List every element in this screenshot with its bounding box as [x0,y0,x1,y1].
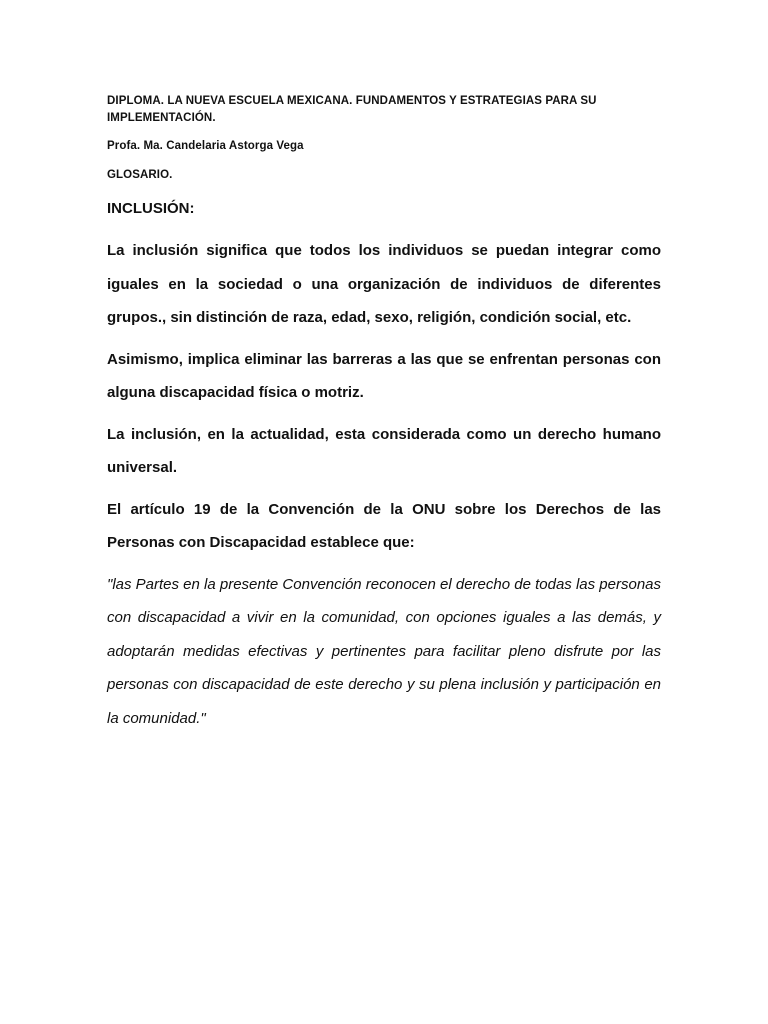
paragraph-article-19: El artículo 19 de la Convención de la ONU sobre los Derechos de las Personas con Discapacidad establece que: [107,500,661,551]
term-heading: INCLUSIÓN: [107,200,195,217]
paragraph-definition: La inclusión significa que todos los individuos se puedan integrar como iguales en la sociedad o una organización de individuos de diferentes grupos., sin distinción de raza, edad, sexo, religión, condición social, etc. [107,242,661,326]
section-label: GLOSARIO. [107,169,173,181]
paragraph-barriers: Asimismo, implica eliminar las barreras a las que se enfrentan personas con alguna discapacidad física o motriz. [107,350,661,401]
document-content [107,93,661,735]
convention-quote: "las Partes en la presente Convención reconocen el derecho de todas las personas con discapacidad a vivir en la comunidad, con opciones iguales a las demás, y adoptarán medidas efectivas y pertinentes para facilitar pleno disfrute por las personas con discapacidad de este derecho y su plena inclusión y participación en la comunidad." [107,575,662,727]
document-title: DIPLOMA. LA NUEVA ESCUELA MEXICANA. FUNDAMENTOS Y ESTRATEGIAS PARA SU IMPLEMENTACIÓN. [107,95,597,124]
document-author: Profa. Ma. Candelaria Astorga Vega [107,140,304,152]
paragraph-human-right: La inclusión, en la actualidad, esta considerada como un derecho humano universal. [107,425,661,476]
